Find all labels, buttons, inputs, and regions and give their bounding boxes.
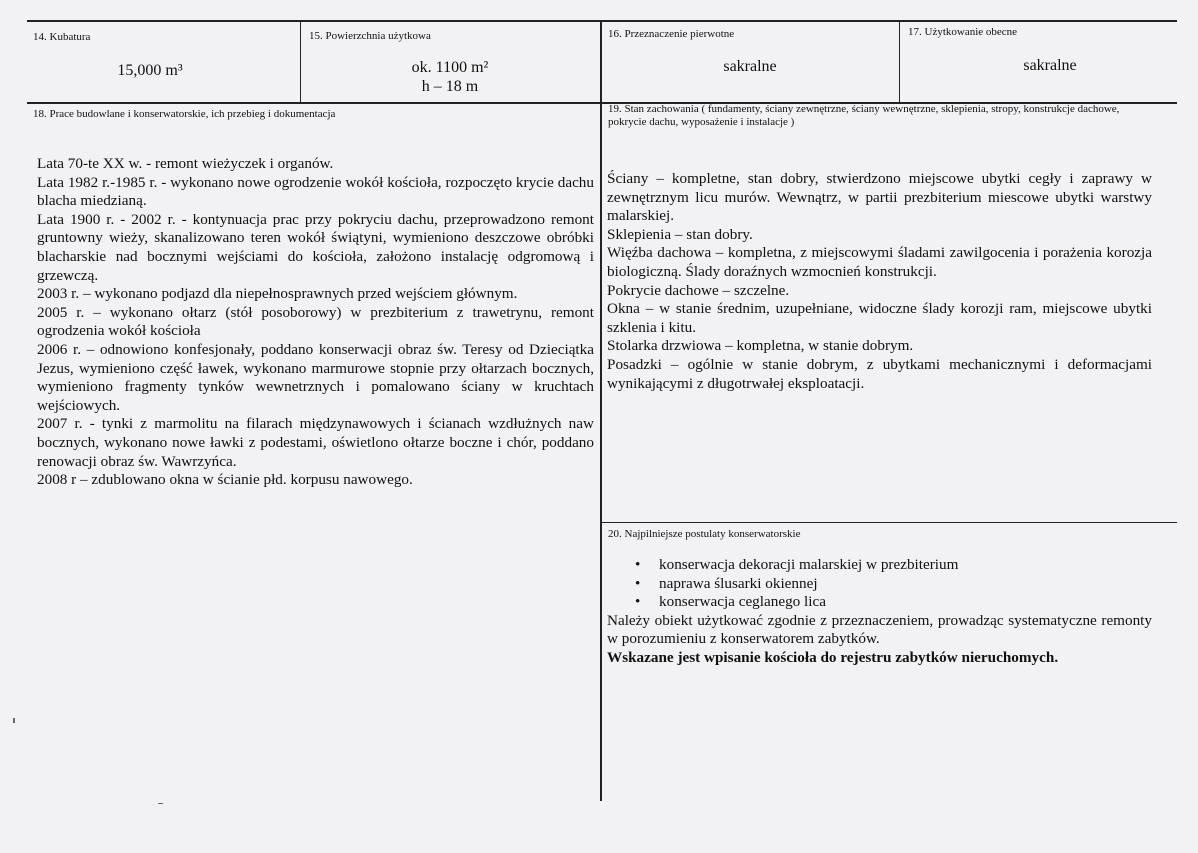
bullet-icon: • [635,556,641,573]
postulaty-body [607,556,1152,668]
postulat-text: naprawa ślusarki okiennej [659,574,818,592]
prace-entries [37,155,594,490]
powierzchnia-value-1: ok. 1100 m² [411,59,489,76]
stan-entry: Okna – w stanie średnim, uzupełniane, widoczne ślady korozji ram, miejscowe ubytki szklenia i kitu. [607,300,1152,336]
prace-entry: 2008 r – zdublowano okna w ścianie płd. korpusu nawowego. [37,471,413,489]
uzytkowanie-value: sakralne [1023,57,1077,74]
postulat-item [635,556,1152,575]
stan-entry: Więźba dachowa – kompletna, z miejscowymi śladami zawilgocenia i porażenia korozja biologiczną. Ślady doraźnych wzmocnień konstrukcji. [607,244,1152,280]
postulaty-label: 20. Najpilniejsze postulaty konserwatorskie [608,528,801,540]
przeznaczenie-label: 16. Przeznaczenie pierwotne [608,28,735,40]
top-rule [27,20,1177,22]
postulat-text: konserwacja ceglanego lica [659,593,826,611]
prace-label: 18. Prace budowlane i konserwatorskie, ich przebieg i dokumentacja [33,108,336,120]
scan-speck [158,803,163,804]
postulat-item [635,593,1152,612]
postulaty-conclusion: Wskazane jest wpisanie kościoła do rejestru zabytków nieruchomych. [607,648,1059,666]
postulaty-list [607,556,1152,612]
uzytkowanie-label: 17. Użytkowanie obecne [908,26,1018,38]
bullet-icon: • [635,593,641,611]
prace-entry: Lata 70-te XX w. - remont wieżyczek i organów. [37,155,334,172]
przeznaczenie-value: sakralne [723,58,777,75]
prace-entry: 2006 r. – odnowiono konfesjonały, poddano konserwacji obraz św. Teresy od Dzieciątka Jezus, wymieniono część ławek, wykonano marmurowe stopnie przy ołtarzach bocznych, wymieniono fragmenty tynków wewnetrznych i pomalowano ściany w kruchtach wejściowych. [37,340,594,414]
stan-entry: Stolarka drzwiowa – kompletna, w stanie dobrym. [607,337,914,355]
prace-entry: 2003 r. – wykonano podjazd dla niepełnosprawnych przed wejściem głównym. [37,285,518,303]
prace-entry: Lata 1982 r.-1985 r. - wykonano nowe ogrodzenie wokół kościoła, rozpoczęto krycie dachu blacha miedzianą. [37,173,594,210]
kubatura-value: 15,000 m³ [117,62,183,79]
stan-label: 19. Stan zachowania ( fundamenty, ściany zewnętrzne, ściany wewnętrzne, sklepienia, stropy, konstrukcje dachowe, pokrycie dachu, wyposażenie i instalacje ) [608,103,1120,128]
prace-entry: 2007 r. - tynki z marmolitu na filarach międzynawowych i ścianach wzdłużnych naw bocznych, wykonano nowe ławki z podestami, oświetlono ołtarze boczne i chór, poddano renowacji obraz św. Wawrzyńca. [37,415,594,470]
stan-entry: Pokrycie dachowe – szczelne. [607,281,790,299]
powierzchnia-value-2: h – 18 m [421,78,479,95]
stan-entries [607,170,1152,393]
section-20-rule [601,522,1177,523]
stan-entry: Sklepienia – stan dobry. [607,225,753,243]
main-divider [600,20,602,801]
postulat-text: konserwacja dekoracji malarskiej w prezbiterium [659,556,959,573]
postulaty-paragraph: Należy obiekt użytkować zgodnie z przeznaczeniem, prowadząc systematyczne remonty w porozumieniu z konserwatorem zabytków. [607,611,1152,648]
prace-entry: 2005 r. – wykonano ołtarz (stół posoborowy) w prezbiterium z trawetrynu, remont ogrodzenia wokół kościoła [37,303,594,340]
prace-entry: Lata 1900 r. - 2002 r. - kontynuacja prac przy pokryciu dachu, przeprowadzono remont gruntowny wieży, skanalizowano teren wokół świątyni, wymieniono deszczowe obróbki blacharskie nad bocznymi wejściami do kościoła, założono instalację odgromową i grzewczą. [37,210,594,284]
stan-entry: Ściany – kompletne, stan dobry, stwierdzono miejscowe ubytki cegły i zaprawy w zewnętrznym licu murów. Wewnątrz, w partii prezbiterium miescowe ubytki warstwy malarskiej. [607,170,1152,225]
bullet-icon: • [635,574,641,592]
kubatura-label: 14. Kubatura [33,31,91,43]
powierzchnia-label: 15. Powierzchnia użytkowa [309,30,431,42]
stan-entry: Posadzki – ogólnie w stanie dobrym, z ubytkami mechanicznymi i deformacjami wynikającymi z długotrwałej eksploatacji. [607,355,1152,392]
divider-14-15 [300,20,301,102]
postulat-item [635,574,1152,594]
scan-speck [13,718,15,723]
divider-16-17 [899,20,900,102]
